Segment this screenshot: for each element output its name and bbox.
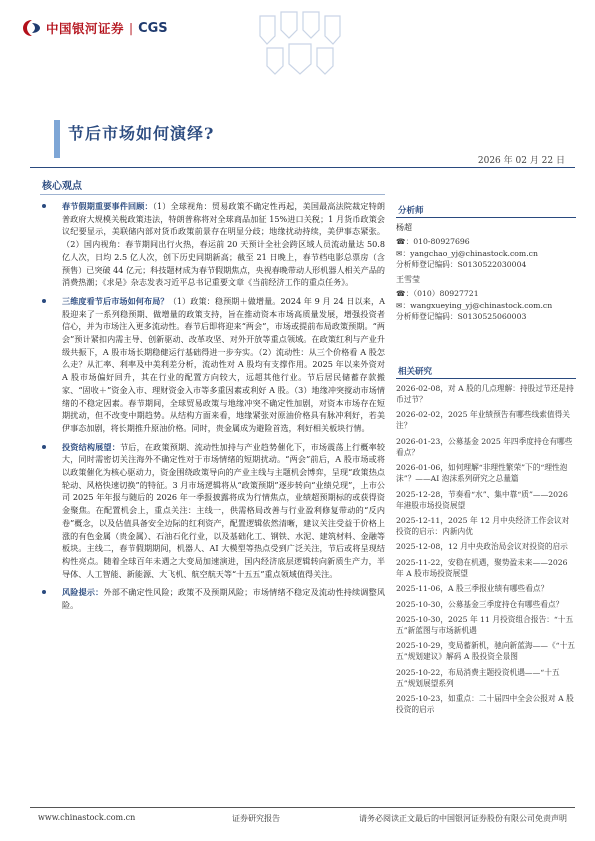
related-item[interactable]: 2026-01-23，公募基金 2025 年四季度持仓有哪些看点？ (396, 436, 573, 457)
bullet-investment-outlook (40, 441, 385, 581)
analyst-phone: ☎：010-80927696 (396, 237, 470, 247)
title-divider (30, 167, 575, 168)
core-heading-divider (40, 194, 385, 195)
analyst-email[interactable]: ✉：wangxueying_yj@chinastock.com.cn (396, 300, 553, 310)
logo-separator: | (129, 21, 134, 35)
bullet-text: （1）政策：稳预期＋做增量。2024 年 9 月 24 日以来，A 股迎来了一系列稳预期、做增量的政策支持，旨在推动资本市场高质量发展，增强投资者信心，并为市场注入更多流动性。春节后即将迎来“两会”，市场或提前布局政策预期。“两会”预计紧扣内需主导、创新驱动、改革攻坚、对外开放等重点领域。在政策红利与产业升级共振下，A 股市场长期稳健运行基础得进一步夯实。（2）流动性：从三个价格看 A 股怎么走？从汇率、利率及中美利差分析，流动性对 A 股均有支撑作用。2025 年以来外资对 A 股市场偏好回升，其在行业的配置方向较大，远超其他行业。节后居民储蓄存款搬家、“固收＋”资金入市、理财资金入市等多重因素或利好 A 股。（3）地缘冲突搅动市场情绪的不稳定因素。春节期间，全球贸易政策与地缘冲突不确定性加剧，对资本市场存在短期扰动，但不改变中期趋势。从结构方面来看，地缘紧张对原油价格具有脉冲利好，若美伊事态加剧，将长期推升原油价格。同时，贵金属成为避险首选，利好相关板块行情。 (62, 295, 385, 433)
related-research-list (396, 383, 576, 719)
related-item[interactable]: 2025-10-30，公募基金三季度持仓有哪些看点？ (396, 599, 564, 609)
analyst-name: 王雪莹 (396, 275, 420, 285)
related-item[interactable]: 2025-12-28，节奏看“水”、集中靠“质”——2026 年港股市场投资展望 (396, 489, 568, 510)
analyst-email[interactable]: ✉：yangchao_yj@chinastock.com.cn (396, 248, 538, 258)
analyst-phone: ☎：（010）80927721 (396, 289, 479, 299)
core-views-body (40, 200, 385, 618)
analysts-list (396, 222, 576, 322)
analyst-cert: 分析师登记编码：S0130525060003 (396, 312, 527, 322)
bullet-head: 春节假期重要事件回顾： (62, 201, 153, 211)
related-research-divider (396, 378, 576, 379)
related-item[interactable]: 2025-12-08，12 月中央政治局会议对投资的启示 (396, 542, 568, 552)
analyst-card (396, 274, 576, 322)
bullet-three-dimensions (40, 295, 385, 435)
bullet-head: 风险提示： (62, 587, 104, 598)
company-name-en: CGS (138, 20, 168, 36)
footer-report-type: 证券研究报告 (232, 814, 280, 823)
report-date: 2026 年 02 月 22 日 (477, 156, 565, 166)
related-item[interactable]: 2025-10-22，布局消费主题投资机遇——“十五五”规划展望系列 (396, 667, 560, 688)
related-item[interactable]: 2025-10-29，变局蓄新机，驰向新蓝海——《“十五五”规划建议》解码 A 股投资全景图 (396, 641, 575, 662)
related-research-heading: 相关研究 (398, 367, 433, 377)
related-item[interactable]: 2026-02-02，2025 年业绩预告有哪些线索值得关注？ (396, 410, 570, 431)
bullet-text: （1）全球视角：贸易政策不确定性再起，美国最高法院裁定特朗普政府大规模关税政策违法，特朗普称将对全球商品加征 15%进口关税；1 月货币政策会议纪要显示，美联储内部对货币政策前景存在明显分歧；地缘扰动持续，美伊事态紧张。（2）国内视角：春节期间出行火热，春运前 20 天预计全社会跨区域人员流动量达 50.8 亿人次，日均 2.5 亿人次，创下历史同期新高；截至 21 日晚上，春节档电影总票房（含预售）已突破 44 亿元；科技题材成为春节假期焦点，央视春晚带动人形机器人相关产品的消费热潮；《求是》杂志发表习近平总书记重要文章《当前经济工作的重点任务》。 (62, 201, 386, 288)
related-item[interactable]: 2025-10-23，如重点：二十届四中全会公报对 A 股投资的启示 (396, 694, 574, 715)
related-item[interactable]: 2025-11-22，安稳在机遇，聚势盈未来——2026 年 A 股市场投资展望 (396, 557, 568, 578)
related-item[interactable]: 2025-11-06，A 股三季报业绩有哪些看点？ (396, 584, 549, 594)
footer-website[interactable]: www.chinastock.com.cn (38, 813, 136, 822)
company-logo (22, 19, 168, 37)
bullet-text: 节后，在政策预期、流动性加持与产业趋势催化下，市场震荡上行概率较大，同时需密切关注海外不确定性对于市场情绪的短期扰动。“两会”前后，A 股市场或将以政策催化为核心驱动力，资金围绕政策导向的产业主线与主题机会博弈，呈现“政策热点轮动、风格快速切换”的特征。3 月市场逻辑将从“政策预期”逐步转向“业绩兑现”，上市公司 2025 年年报与随后的 2026 年一季报披露将成为行情焦点，业绩超预期标的或获得资金聚焦。在配置机会上，重点关注：主线一，供需格局改善与行业盈利修复带动的“反内卷”概念，以及估值具备安全边际的红利资产，配置逻辑依然清晰，建议关注受益于价格上涨的有色金属（贵金属）、石油石化行业，以及基础化工、钢铁、水泥、建筑材料、金融等板块。主线二，春节假期期间，机器人、AI 大模型等热点受到广泛关注，节后或将呈现结构性亮点。随着全球百年未遇之大变局加速演进，国内经济底层逻辑转向新质生产力，半导体、人工智能、新能源、大飞机、航空航天等“十五五”重点领域值得关注。 (62, 441, 385, 579)
related-item[interactable]: 2025-12-11，2025 年 12 月中央经济工作会议对投资的启示：内新内优 (396, 515, 570, 536)
title-accent-bar (54, 120, 60, 158)
footer-divider (30, 807, 575, 808)
analysts-heading: 分析师 (398, 206, 424, 216)
logo-mark-icon (22, 19, 42, 37)
analyst-cert: 分析师登记编码：S0130522030004 (396, 259, 527, 269)
core-views-heading: 核心观点 (42, 181, 82, 192)
report-title: 节后市场如何演绎? (68, 124, 215, 143)
related-item[interactable]: 2026-02-08，对 A 股的几点理解：持股过节还是持币过节？ (396, 384, 574, 404)
related-item[interactable]: 2026-01-06，如何理解“非理性繁荣”下的“理性泡沫”？——AI 泡沫系列研究之总量篇 (396, 463, 568, 484)
analyst-card (396, 222, 576, 270)
analyst-name: 杨超 (396, 223, 412, 232)
bullet-holiday-events (40, 200, 385, 289)
bullet-risk-warning (40, 586, 385, 611)
footer-disclaimer: 请务必阅读正文最后的中国银河证券股份有限公司免责声明 (359, 814, 567, 823)
analysts-divider (396, 217, 576, 218)
related-item[interactable]: 2025-10-30，2025 年 11 月投资组合报告：“十五五”新蓝图与市场新机遇 (396, 614, 574, 635)
header-decoration-graphic (255, 8, 345, 78)
bullet-text: 外部不确定性风险；政策不及预期风险；市场情绪不稳定及流动性持续调整风险。 (62, 587, 385, 611)
bullet-head: 投资结构展望： (62, 441, 121, 452)
bullet-head: 三维度看节后市场如何布局？ (62, 295, 169, 306)
company-name-cn: 中国银河证券 (46, 21, 125, 36)
